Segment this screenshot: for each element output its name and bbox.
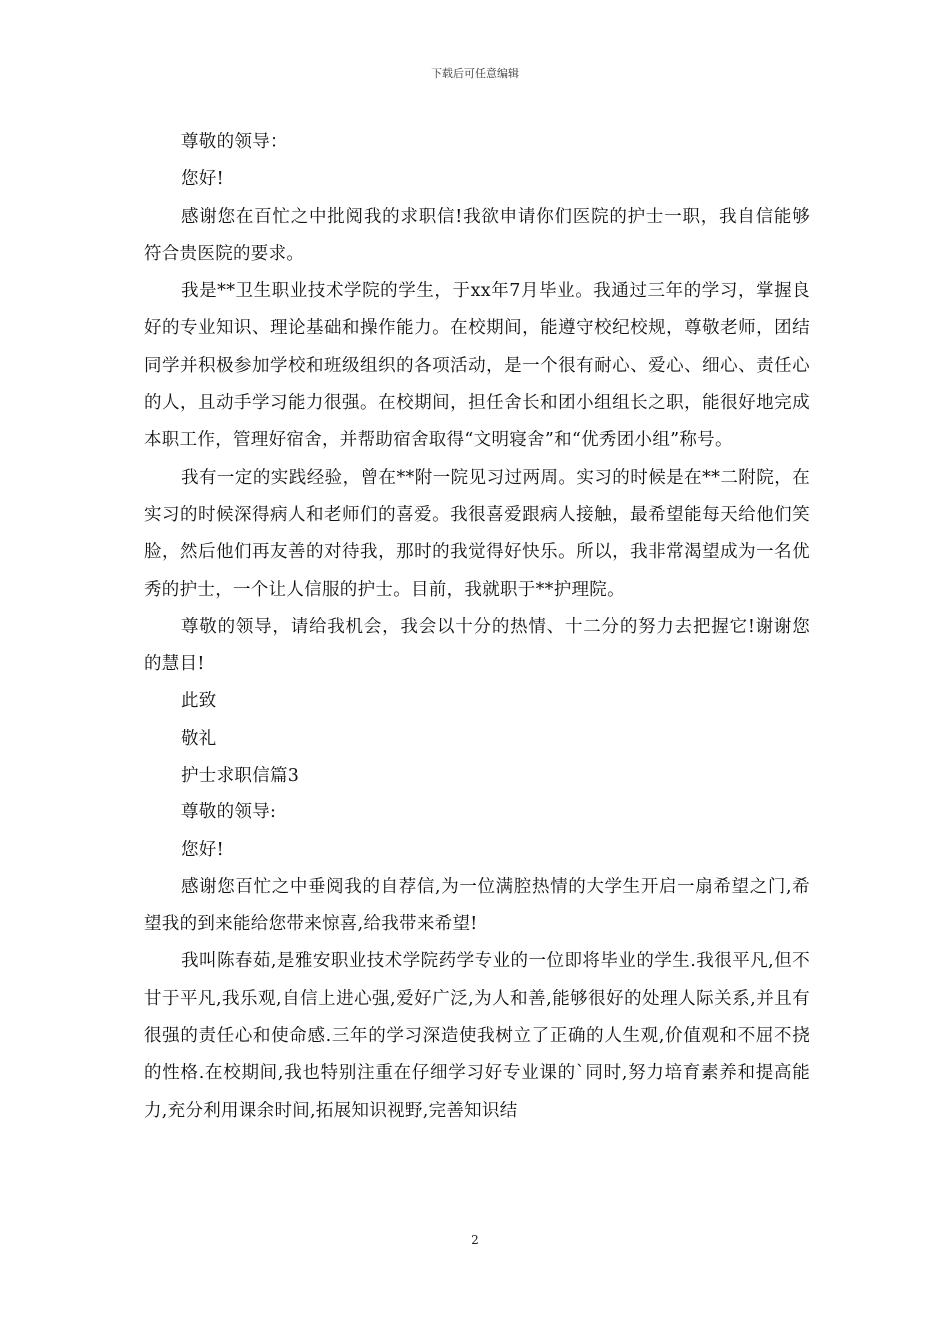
document-body (144, 124, 810, 1130)
paragraph-education: 我是**卫生职业技术学院的学生，于xx年7月毕业。我通过三年的学习，掌握良好的专业知识、理论基础和操作能力。在校期间，能遵守校纪校规，尊敬老师，团结同学并积极参加学校和班级组织的各项活动，是一个很有耐心、爱心、细心、责任心的人，且动手学习能力很强。在校期间，担任舍长和团小组组长之职，能很好地完成本职工作，管理好宿舍，并帮助宿舍取得“文明寝舍”和“优秀团小组”称号。 (144, 281, 810, 451)
paragraph-experience: 我有一定的实践经验，曾在**附一院见习过两周。实习的时候是在**二附院，在实习的时候深得病人和老师们的喜爱。我很喜爱跟病人接触，最希望能每天给他们笑脸，然后他们再友善的对待我，那时的我觉得好快乐。所以，我非常渴望成为一名优秀的护士，一个让人信服的护士。目前，我就职于**护理院。 (144, 467, 810, 600)
paragraph-self-introduction: 我叫陈春茹,是雅安职业技术学院药学专业的一位即将毕业的学生.我很平凡,但不甘于平凡,我乐观,自信上进心强,爱好广泛,为人和善,能够很好的处理人际关系,并且有很强的责任心和使命感.三年的学习深造使我树立了正确的人生观,价值观和不屈不挠的性格.在校期间,我也特别注重在仔细学习好专业课的`同时,努力培育素养和提高能力,充分利用课余时间,拓展知识视野,完善知识结 (144, 951, 810, 1121)
paragraph-request: 尊敬的领导，请给我机会，我会以十分的热情、十二分的努力去把握它!谢谢您的慧目! (144, 616, 810, 675)
paragraph-intro: 感谢您在百忙之中批阅我的求职信!我欲申请你们医院的护士一职，我自信能够符合贵医院的要求。 (144, 206, 810, 264)
salutation-2: 尊敬的领导: (181, 802, 277, 823)
section-title: 护士求职信篇3 (181, 766, 300, 787)
closing-regards: 此致 (181, 691, 217, 712)
page-number: 2 (471, 1233, 479, 1247)
greeting-2: 您好! (181, 839, 224, 860)
paragraph-intro-2: 感谢您百忙之中垂阅我的自荐信,为一位满腔热情的大学生开启一扇希望之门,希望我的到来能给您带来惊喜,给我带来希望! (144, 876, 810, 935)
greeting: 您好! (181, 169, 224, 190)
closing-salute: 敬礼 (181, 728, 217, 749)
salutation: 尊敬的领导： (181, 132, 288, 152)
page-header-note: 下载后可任意编辑 (431, 67, 519, 80)
